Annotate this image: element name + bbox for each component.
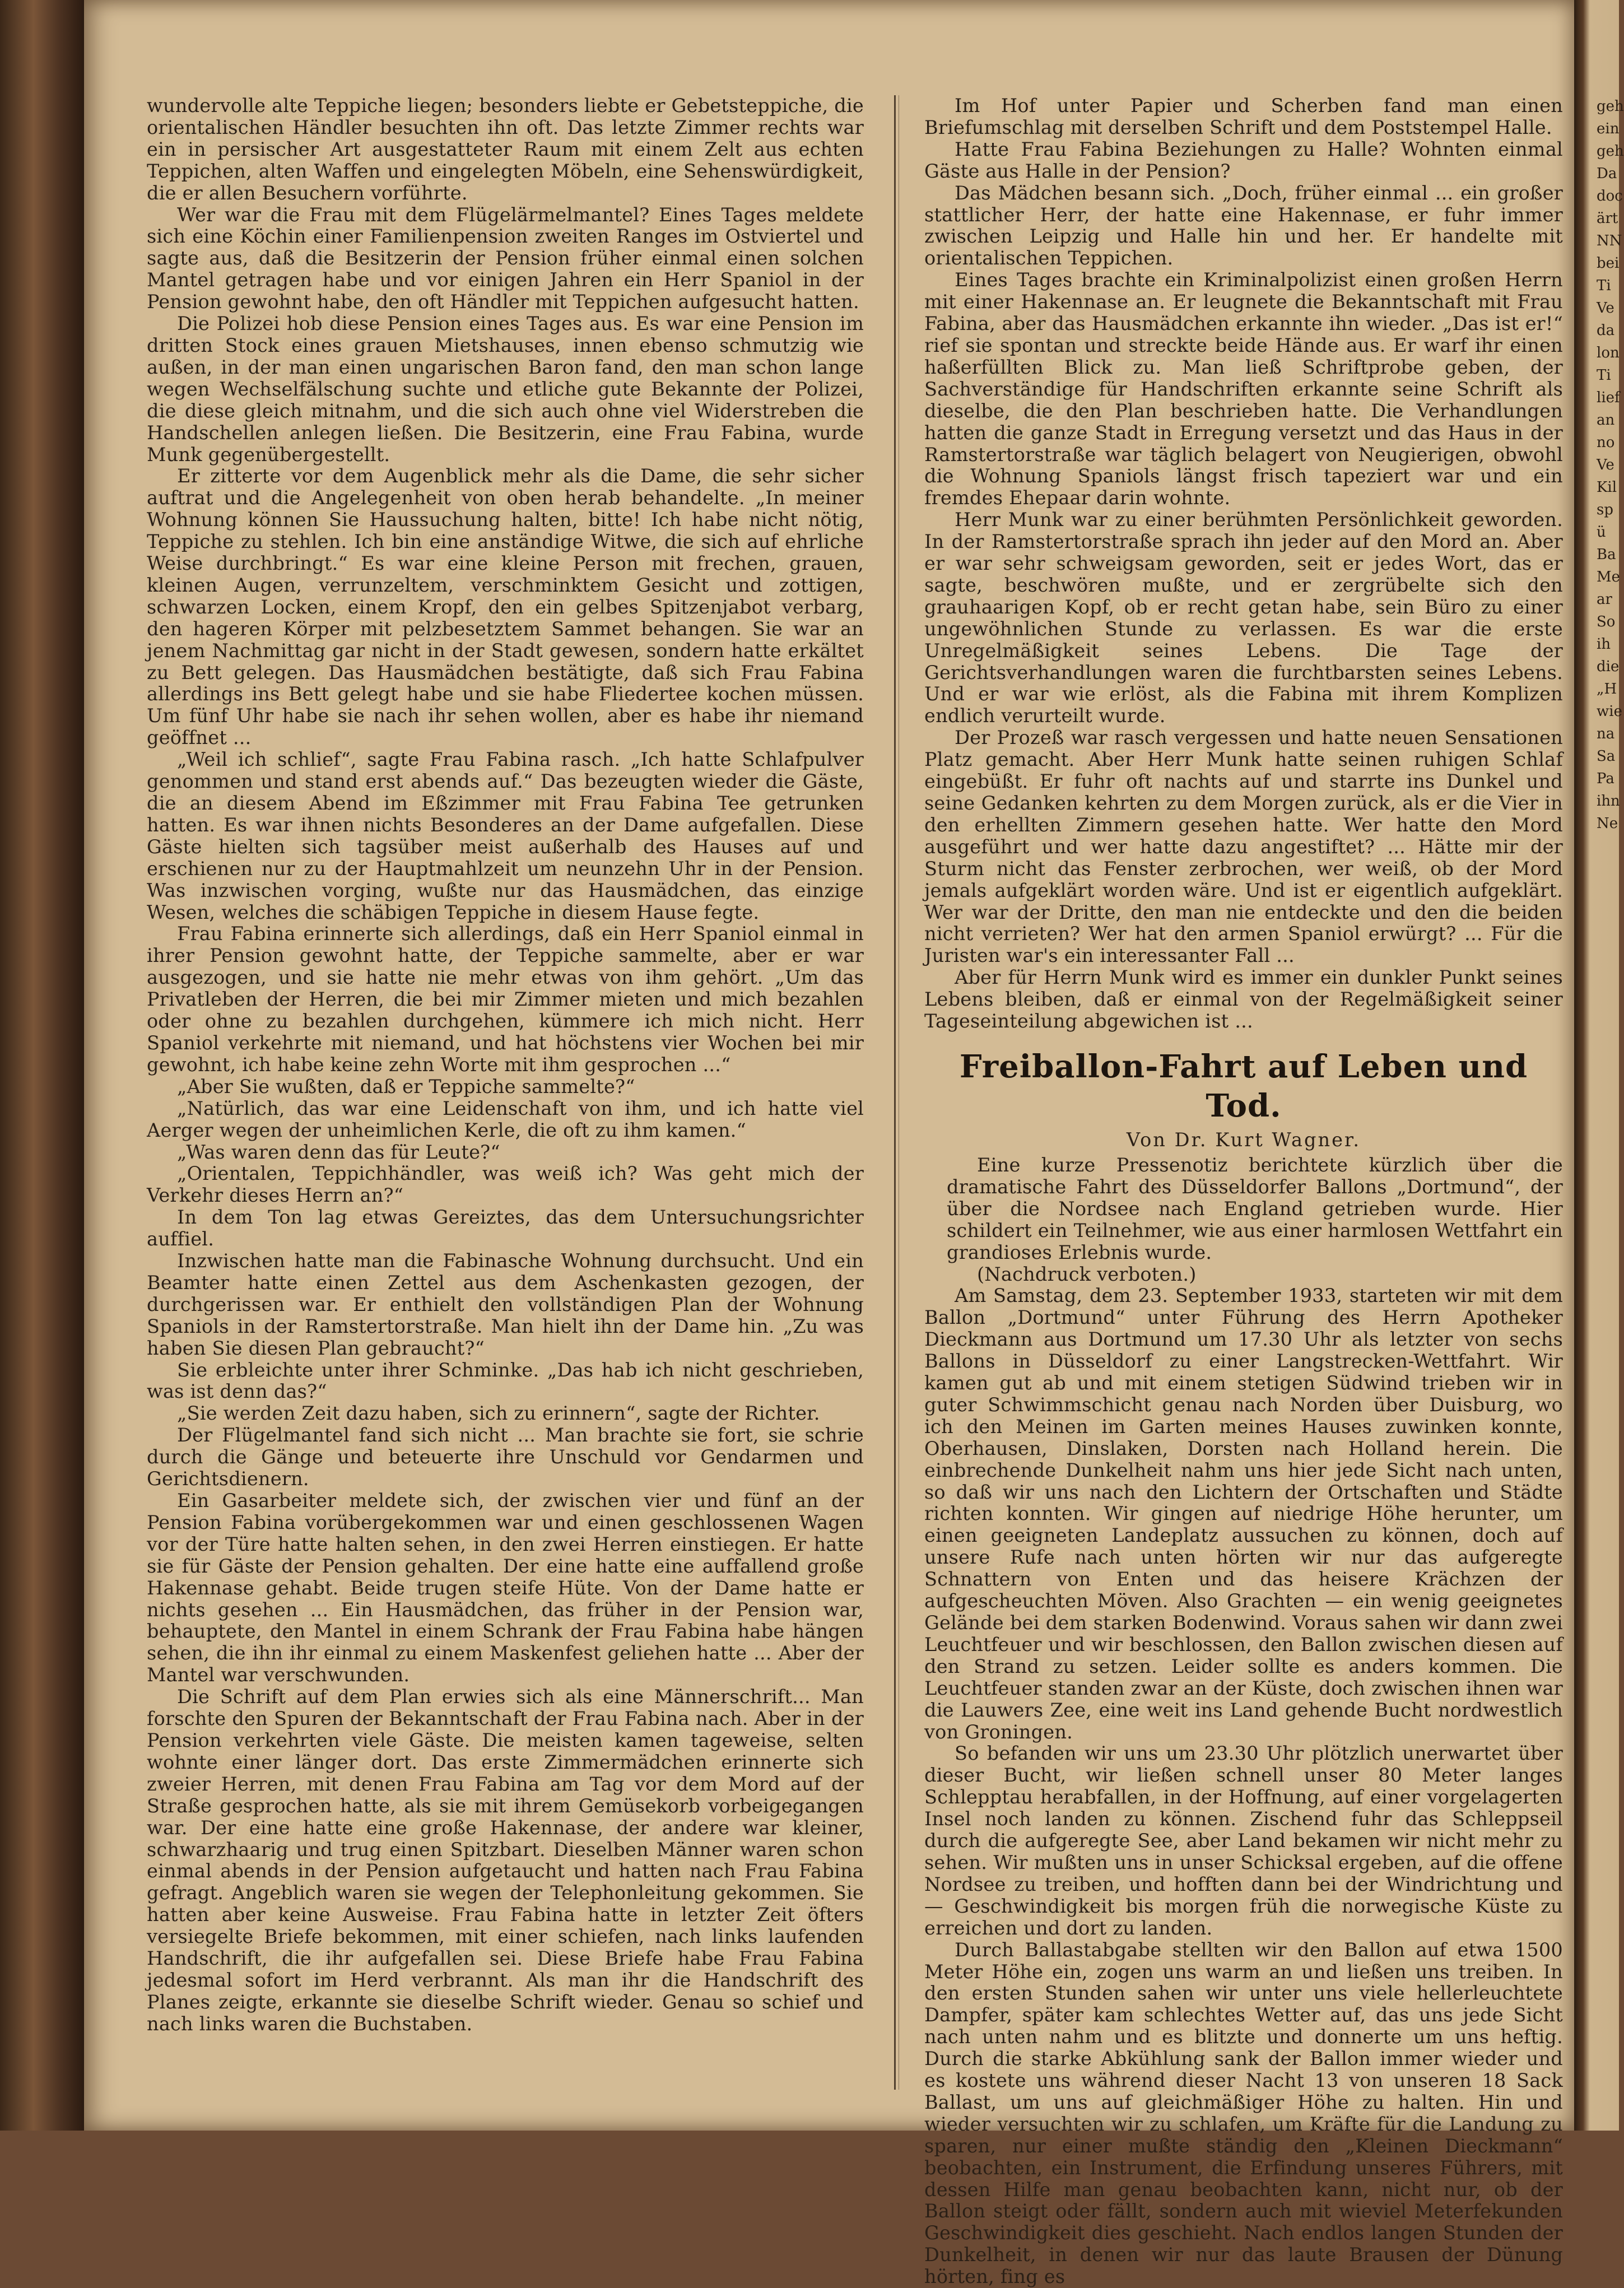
paragraph: Am Samstag, dem 23. September 1933, starteten wir mit dem Ballon „Dortmund“ unter Führung des Herrn Apotheker Dieckmann aus Dortmund um 17.30 Uhr als letzter von sechs Ballons in Düsseldorf zu einer Langstrecken-Wettfahrt. Wir kamen gut ab und mit einem stetigen Südwind trieben wir in guter Schwimmschicht genau nach Norden über Duisburg, wo ich den Meinen im Garten meines Hauses zuwinken konnte, Oberhausen, Dinslaken, Dorsten nach Holland herein. Die einbrechende Dunkelheit nahm uns hier jede Sicht nach unten, so daß wir uns nach den Lichtern der Ortschaften und Städte richten konnten. Wir gingen auf niedrige Höhe herunter, um einen geeigneten Landeplatz aussuchen zu können, doch auf unsere Rufe nach unten hörten wir nur das aufgeregte Schnattern von Enten und das heisere Krächzen der aufgescheuchten Möven. Also Grachten — ein wenig geeignetes Gelände bei dem starken Bodenwind. Voraus sahen wir dann zwei Leuchtfeuer und wir beschlossen, den Ballon zwischen diesen auf den Strand zu setzen. Leider sollte es anders kommen. Die Leuchtfeuer standen zwar an der Küste, doch zwischen ihnen war die Lauwers Zee, eine weit ins Land gehende Bucht nordwestlich von Groningen. xyxy=(924,1285,1563,1743)
right-column xyxy=(924,95,1563,2288)
paragraph: Die Polizei hob diese Pension eines Tages aus. Es war eine Pension im dritten Stock eines grauen Mietshauses, innen ebenso schmutzig wie außen, in der man einen ungarischen Baron fand, den man schon lange wegen Wechselfälschung suchte und etliche gute Bekannte der Polizei, die diese gleich mitnahm, und die sich auch ohne viel Widerstreben die Handschellen anlegen ließen. Die Besitzerin, eine Frau Fabina, wurde Munk gegenübergestellt. xyxy=(147,313,864,466)
intro-text: Eine kurze Pressenotiz berichtete kürzlich über die dramatische Fahrt des Düsseldorfer Ballons „Dortmund“, der über die Nordsee nach England getrieben wurde. Hier schildert ein Teilnehmer, wie aus einer harmlosen Wettfahrt ein grandioses Erlebnis wurde. xyxy=(947,1154,1563,1263)
edge-fragment: an xyxy=(1597,412,1615,429)
paragraph: In dem Ton lag etwas Gereiztes, das dem Untersuchungsrichter auffiel. xyxy=(147,1206,864,1250)
edge-fragment: ü xyxy=(1597,524,1606,541)
paragraph: wundervolle alte Teppiche liegen; besonders liebte er Gebetsteppiche, die orientalischen Händler besuchten ihn oft. Das letzte Zimmer rechts war ein in persischer Art ausgestatteter Raum mit einem Zelt aus echten Teppichen, alten Waffen und eingelegten Möbeln, eine Sehenswürdigkeit, die er allen Besuchern vorführte. xyxy=(147,95,864,204)
edge-fragment: ärt xyxy=(1597,210,1618,227)
paragraph: Eines Tages brachte ein Kriminalpolizist einen großen Herrn mit einer Hakennase an. Er leugnete die Bekanntschaft mit Frau Fabina, aber das Hausmädchen erkannte ihn wieder. „Das ist er!“ rief sie spontan und streckte beide Hände aus. Er warf ihr einen haßerfüllten Blick zu. Man ließ Schriftprobe geben, der Sachverständige für Handschriften erkannte seine Schrift als dieselbe, die den Plan beschrieben hatte. Die Verhandlungen hatten die ganze Stadt in Erregung versetzt und das Haus in der Ramstertorstraße war täglich belagert von Neugierigen, obwohl die Wohnung Spaniols längst frisch tapeziert war und ein fremdes Ehepaar darin wohnte. xyxy=(924,269,1563,509)
copyright-note: (Nachdruck verboten.) xyxy=(977,1263,1197,1285)
edge-fragment: Sa xyxy=(1597,748,1616,765)
paragraph: „Natürlich, das war eine Leidenschaft von ihm, und ich hatte viel Aerger wegen der unheimlichen Kerle, die oft zu ihm kamen.“ xyxy=(147,1097,864,1141)
edge-fragment: da xyxy=(1597,322,1615,339)
edge-fragment: no xyxy=(1597,434,1615,451)
edge-fragment: Ti xyxy=(1597,367,1611,384)
edge-fragment: bei xyxy=(1597,255,1620,272)
paragraph: Das Mädchen besann sich. „Doch, früher einmal ... ein großer stattlicher Herr, der hatte eine Hakennase, er fuhr immer zwischen Leipzig und Halle hin und her. Er handelte mit orientalischen Teppichen. xyxy=(924,182,1563,269)
edge-fragment: Me xyxy=(1597,569,1621,585)
paragraph: „Weil ich schlief“, sagte Frau Fabina rasch. „Ich hatte Schlafpulver genommen und stand erst abends auf.“ Das bezeugten wieder die Gäste, die an diesem Abend im Eßzimmer mit Frau Fabina Tee getrunken hatten. Es war ihnen nichts Besonderes an der Dame aufgefallen. Diese Gäste hielten sich tagsüber meist außerhalb des Hauses auf und erschienen nur zu der Hauptmahlzeit um neunzehn Uhr in der Pension. Was inzwischen vorging, wußte nur das Hausmädchen, das einzige Wesen, welches die schäbigen Teppiche in diesem Hause fegte. xyxy=(147,748,864,923)
paragraph: Ein Gasarbeiter meldete sich, der zwischen vier und fünf an der Pension Fabina vorübergekommen war und einen geschlossenen Wagen vor der Türe hatte halten sehen, in den zwei Herren einstiegen. Er hatte sie für Gäste der Pension gehalten. Der eine hatte eine auffallend große Hakennase gehabt. Beide trugen steife Hüte. Von der Dame hatte er nichts gesehen ... Ein Hausmädchen, das früher in der Pension war, behauptete, den Mantel in einem Schrank der Frau Fabina habe hängen sehen, die ihn ihr einmal zu einem Maskenfest geliehen hatte ... Aber der Mantel war verschwunden. xyxy=(147,1490,864,1686)
edge-fragment: wie xyxy=(1597,703,1622,720)
edge-fragment: NN xyxy=(1597,232,1622,249)
paragraph: „Sie werden Zeit dazu haben, sich zu erinnern“, sagte der Richter. xyxy=(177,1402,820,1425)
paragraph: Er zitterte vor dem Augenblick mehr als die Dame, die sehr sicher auftrat und die Angelegenheit von oben herab behandelte. „In meiner Wohnung können Sie Haussuchung halten, bitte! Ich habe nicht nötig, Teppiche zu stehlen. Ich bin eine anständige Witwe, die sich auf ehrliche Weise durchbringt.“ Es war eine kleine Person mit frechen, grauen, kleinen Augen, verrunzeltem, verschminktem Gesicht und zottigen, schwarzen Locken, einem Kropf, den ein gelbes Spitzenjabot verbarg, den hageren Körper mit pelzbesetztem Sammet behangen. Sie war an jenem Nachmittag gar nicht in der Stadt gewesen, sondern hatte erkältet zu Bett gelegen. Das Hausmädchen bestätigte, daß sich Frau Fabina allerdings ins Bett gelegt habe und sie habe Fliedertee kochen müssen. Um fünf Uhr habe sie nach ihr sehen wollen, aber es habe ihr niemand geöffnet ... xyxy=(147,465,864,749)
adjacent-page-edge xyxy=(1574,0,1624,2131)
edge-fragment: „H xyxy=(1597,681,1617,697)
edge-fragment: Ti xyxy=(1597,277,1611,294)
edge-fragment: lief xyxy=(1597,389,1620,406)
edge-fragment: ih xyxy=(1597,636,1611,653)
edge-fragment: Da xyxy=(1597,165,1617,182)
article-intro xyxy=(924,1155,1563,1285)
paragraph: Inzwischen hatte man die Fabinasche Wohnung durchsucht. Und ein Beamter hatte einen Zettel aus dem Aschenkasten gezogen, der durchgerissen war. Er enthielt den vollständigen Plan der Wohnung Spaniols in der Ramstertorstraße. Man hielt ihn der Dame hin. „Zu was haben Sie diesen Plan gebraucht?“ xyxy=(147,1250,864,1359)
edge-fragment: ar xyxy=(1597,591,1612,608)
edge-fragment: doc xyxy=(1597,188,1623,204)
paragraph: Die Schrift auf dem Plan erwies sich als eine Männerschrift... Man forschte den Spuren der Bekanntschaft der Frau Fabina nach. Aber in der Pension verkehrten viele Gäste. Die meisten kamen tageweise, selten wohnte einer länger dort. Das erste Zimmermädchen erinnerte sich zweier Herren, mit denen Frau Fabina am Tag vor dem Mord auf der Straße gesprochen hatte, als sie mit ihrem Gemüsekorb vorbeigegangen war. Der eine hatte eine große Hakennase, der andere war kleiner, schwarzhaarig und trug einen Spitzbart. Dieselben Männer waren schon einmal abends in der Pension aufgetaucht und hatten nach Frau Fabina gefragt. Angeblich waren sie wegen der Telephonleitung gekommen. Sie hatten aber keine Ausweise. Frau Fabina hatte in letzter Zeit öfters versiegelte Briefe bekommen, mit einer schiefen, nach links laufenden Handschrift, die ihr aufgefallen sei. Diese Briefe habe Frau Fabina jedesmal sofort im Herd verbrannt. Als man ihr die Handschrift des Planes zeigte, erkannte sie dieselbe Schrift wieder. Genau so schief und nach links waren die Buchstaben. xyxy=(147,1686,864,2035)
paragraph: Hatte Frau Fabina Beziehungen zu Halle? Wohnten einmal Gäste aus Halle in der Pension? xyxy=(924,138,1563,182)
edge-fragment: So xyxy=(1597,613,1616,630)
edge-fragment: ein xyxy=(1597,120,1620,137)
paragraph: Herr Munk war zu einer berühmten Persönlichkeit geworden. In der Ramstertorstraße sprach ihn jeder auf den Mord an. Aber er war sehr schweigsam geworden, seit er jedes Wort, das er sagte, beschwören mußte, und er zergrübelte sich den grauhaarigen Kopf, ob er recht getan habe, sein Büro zu einer ungewöhnlichen Stunde zu verlassen. Es war die erste Unregelmäßigkeit seines Lebens. Die Tage der Gerichtsverhandlungen waren die furchtbarsten seines Lebens. Und er war wie erlöst, als die Fabina mit ihrem Komplizen endlich verurteilt wurde. xyxy=(924,509,1563,727)
edge-fragment: na xyxy=(1597,726,1615,742)
paragraph: „Was waren denn das für Leute?“ xyxy=(177,1141,500,1163)
edge-fragment: sp xyxy=(1597,501,1613,518)
paragraph: Frau Fabina erinnerte sich allerdings, daß ein Herr Spaniol einmal in ihrer Pension gewohnt hatte, der Teppiche sammelte, aber er war ausgezogen, und sie hatte nie mehr etwas von ihm gehört. „Um das Privatleben der Herren, die bei mir Zimmer mieten und mich bezahlen oder ohne zu bezahlen durchgehen, kümmere ich mich nicht. Herr Spaniol verkehrte mit niemand, und hat höchstens vier Wochen bei mir gewohnt, ich habe keine zehn Worte mit ihm gesprochen ...“ xyxy=(147,923,864,1076)
edge-fragment: Pa xyxy=(1597,770,1614,787)
paragraph: Wer war die Frau mit dem Flügelärmelmantel? Eines Tages meldete sich eine Köchin einer Familienpension zweiten Ranges im Ostviertel und sagte aus, daß die Besitzerin der Pension früher einmal einen solchen Mantel getragen habe und vor einigen Jahren ein Herr Spaniol in der Pension gewohnt habe, den oft Händler mit Teppichen aufgesucht hatten. xyxy=(147,203,864,313)
article-headline: Freiballon-Fahrt auf Leben und Tod. xyxy=(959,1048,1528,1124)
paragraph: „Aber Sie wußten, daß er Teppiche sammelte?“ xyxy=(177,1075,635,1098)
edge-fragment: geh xyxy=(1597,143,1624,160)
paragraph: „Orientalen, Teppichhändler, was weiß ich? Was geht mich der Verkehr dieses Herrn an?“ xyxy=(147,1162,864,1207)
column-rule xyxy=(894,95,896,2090)
left-column xyxy=(147,95,864,2090)
paragraph: Der Prozeß war rasch vergessen und hatte neuen Sensationen Platz gemacht. Aber Herr Munk hatte seinen ruhigen Schlaf eingebüßt. Er fuhr oft nachts auf und starrte ins Dunkel und seine Gedanken kehrten zu dem Morgen zurück, als er die Vier in den erhellten Zimmern gesehen hatte. Wer hatte den Mord ausgeführt und wer hatte dazu angestiftet? ... Hätte mir der Sturm nicht das Fenster zerbrochen, wer weiß, ob der Mord jemals aufgeklärt worden wäre. Und ist er eigentlich aufgeklärt. Wer war der Dritte, den man nie entdeckte und den die beiden nicht verrieten? Wer hat den armen Spaniol erwürgt? ... Für die Juristen war's ein interessanter Fall ... xyxy=(924,727,1563,967)
paragraph: Im Hof unter Papier und Scherben fand man einen Briefumschlag mit derselben Schrift und dem Poststempel Halle. xyxy=(924,95,1563,138)
paragraph: Der Flügelmantel fand sich nicht ... Man brachte sie fort, sie schrie durch die Gänge und beteuerte ihre Unschuld vor Gendarmen und Gerichtsdienern. xyxy=(147,1424,864,1490)
edge-fragment: Ve xyxy=(1597,457,1614,473)
paragraph: Durch Ballastabgabe stellten wir den Ballon auf etwa 1500 Meter Höhe ein, zogen uns warm an und ließen uns treiben. In den ersten Stunden sahen wir unter uns viele hellerleuchtete Dampfer, später kam schlechtes Wetter auf, das uns jede Sicht nach unten nahm und es blitzte und donnerte um uns heftig. Durch die starke Abkühlung sank der Ballon immer wieder und es kostete uns während dieser Nacht 13 von unseren 18 Sack Ballast, um uns auf gleichmäßiger Höhe zu halten. Hin und wieder versuchten wir zu schlafen, um Kräfte für die Landung zu sparen, nur einer mußte ständig den „Kleinen Dieckmann“ beobachten, ein Instrument, die Erfindung unseres Führers, mit dessen Hilfe man genau beobachten kann, nicht nur, ob der Ballon steigt oder fällt, sondern auch mit wieviel Meterfekunden Geschwindigkeit dies geschieht. Nach endlos langen Stunden der Dunkelheit, in denen wir nur das laute Brausen der Dünung hörten, fing es xyxy=(924,1938,1563,2288)
paragraph: So befanden wir uns um 23.30 Uhr plötzlich unerwartet über dieser Bucht, wir ließen schnell unser 80 Meter langes Schlepptau herabfallen, in der Hoffnung, auf einer vorgelagerten Insel noch landen zu können. Zischend fuhr das Schleppseil durch die aufgeregte See, aber Land bekamen wir nicht mehr zu sehen. Wir mußten uns in unser Schicksal ergeben, auf die offene Nordsee zu treiben, und hofften dann bei der Windrichtung und — Geschwindigkeit bis morgen früh die norwegische Küste zu erreichen und dort zu landen. xyxy=(924,1742,1563,1939)
edge-fragment: lon xyxy=(1597,345,1620,361)
paragraph: Sie erbleichte unter ihrer Schminke. „Das hab ich nicht geschrieben, was ist denn das?“ xyxy=(147,1359,864,1403)
edge-fragment: ihn xyxy=(1597,793,1620,810)
edge-fragment: die xyxy=(1597,658,1620,675)
paragraph: Aber für Herrn Munk wird es immer ein dunkler Punkt seines Lebens bleiben, daß er einmal von der Regelmäßigkeit seiner Tageseinteilung abgewichen ist ... xyxy=(924,966,1563,1033)
edge-fragment: Ve xyxy=(1597,300,1614,317)
edge-fragment: Ne xyxy=(1597,815,1618,832)
edge-fragment: Ba xyxy=(1597,546,1616,563)
edge-fragment: Kil xyxy=(1597,479,1617,496)
article-byline: Von Dr. Kurt Wagner. xyxy=(1126,1128,1361,1151)
book-binding xyxy=(0,0,84,2131)
edge-fragment: geh xyxy=(1597,98,1624,115)
